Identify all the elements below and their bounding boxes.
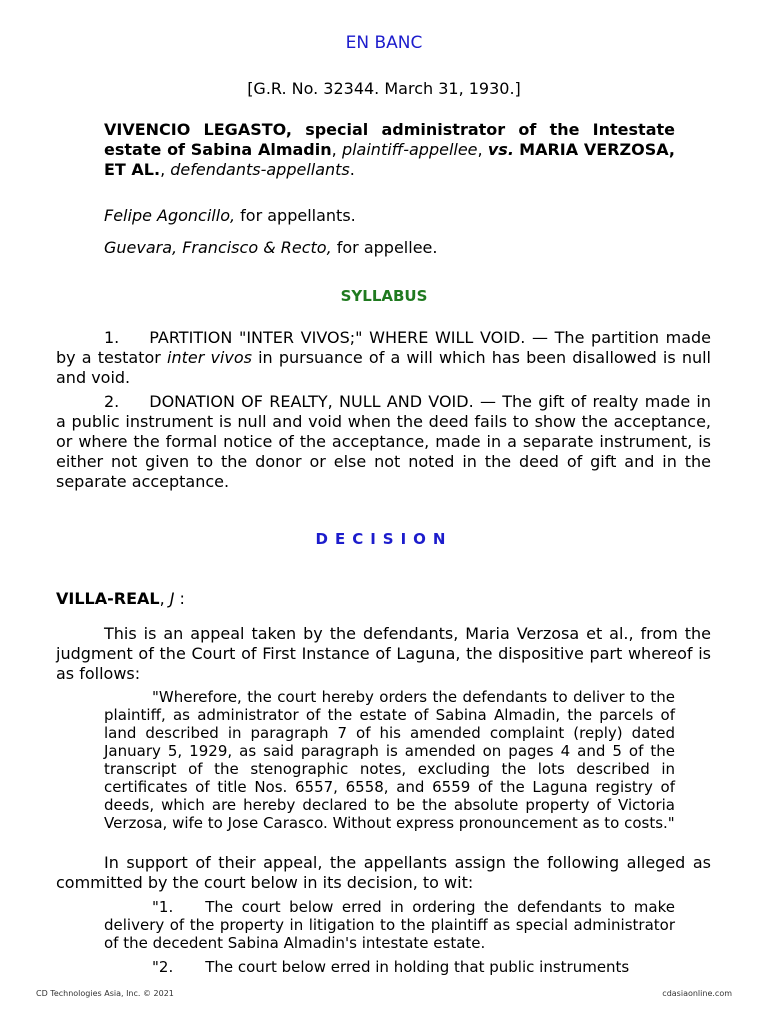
- syllabus-heading: SYLLABUS: [340, 287, 428, 305]
- error-number: "2.: [152, 958, 174, 976]
- counsel-appellee: [104, 238, 437, 257]
- syllabus-title: DONATION OF REALTY, NULL AND VOID. —: [149, 392, 496, 411]
- syllabus-italic: inter vivos: [167, 348, 252, 367]
- counsel-name: Guevara, Francisco & Recto,: [104, 238, 332, 257]
- syllabus-title: PARTITION "INTER VIVOS;" WHERE WILL VOID. —: [149, 328, 548, 347]
- syllabus-number: 2.: [104, 392, 120, 411]
- quoted-judgment: [104, 688, 675, 832]
- footer-copyright: CD Technologies Asia, Inc. © 2021: [36, 989, 174, 998]
- case-number: [G.R. No. 32344. March 31, 1930.]: [247, 79, 521, 98]
- decision-paragraph: [56, 853, 711, 893]
- syllabus-number: 1.: [104, 328, 120, 347]
- paragraph-text: In support of their appeal, the appellants assign the following alleged as committed by the court below in its decision, to wit:: [56, 853, 711, 892]
- quote-text: "Wherefore, the court hereby orders the defendants to deliver to the plaintiff, as administrator of the estate of Sabina Almadin, the parcels of land described in paragraph 7 of his amended complaint (reply) dated January 5, 1929, as said paragraph is amended on pages 4 and 5 of the transcript of the stenographic notes, excluding the lots described in certificates of title Nos. 6557, 6558, and 6559 of the Laguna registry of deeds, which are hereby declared to be the absolute property of Victoria Verzosa, wife to Jose Carasco. Without express pronouncement as to costs.": [104, 688, 675, 832]
- paragraph-text: This is an appeal taken by the defendants, Maria Verzosa et al., from the judgment of the Court of First Instance of Laguna, the dispositive part whereof is as follows:: [56, 624, 711, 683]
- syllabus-text: The partition made by a testator: [56, 328, 711, 367]
- assigned-error: [104, 958, 675, 976]
- counsel-role: for appellee.: [336, 238, 438, 257]
- syllabus-text: in pursuance of a will which has been disallowed is null and void.: [56, 348, 711, 387]
- counsel-name: Felipe Agoncillo,: [104, 206, 236, 225]
- decision-heading: DECISION: [315, 530, 453, 548]
- error-text: The court below erred in holding that public instruments: [205, 958, 630, 976]
- ponente: VILLA-REAL, J :: [56, 589, 185, 608]
- counsel-appellants: [104, 206, 356, 225]
- syllabus-text: The gift of realty made in a public instrument is null and void when the deed fails to show the acceptance, or where the formal notice of the acceptance, made in a separate instrument, is either not given to the donor or else not noted in the deed of gift and in the separate acceptance.: [56, 392, 712, 491]
- ponente-title: J: [169, 589, 175, 608]
- plaintiff-name: VIVENCIO LEGASTO, special administrator of the Intestate estate of Sabina Almadin: [104, 120, 675, 159]
- error-text: The court below erred in ordering the defendants to make delivery of the property in litigation to the plaintiff as special administrator of the decedent Sabina Almadin's intestate estate.: [104, 898, 675, 952]
- plaintiff-role: plaintiff-appellee: [341, 140, 478, 159]
- counsel-role: for appellants.: [240, 206, 356, 225]
- ponente-name: VILLA-REAL: [56, 589, 160, 608]
- defendants-role: defendants-appellants: [170, 160, 350, 179]
- court-division: EN BANC: [345, 33, 423, 53]
- syllabus-item: [56, 392, 711, 492]
- error-number: "1.: [152, 898, 174, 916]
- decision-paragraph: [56, 624, 711, 684]
- syllabus-item: [56, 328, 711, 388]
- case-parties: VIVENCIO LEGASTO, special administrator of the Intestate estate of Sabina Almadin, plaintiff-appellee, vs. MARIA VERZOSA, ET AL., defendants-appellants.: [104, 120, 675, 179]
- assigned-error: [104, 898, 675, 952]
- versus-label: vs.: [487, 140, 514, 159]
- defendants-name: MARIA VERZOSA, ET AL.: [104, 140, 675, 179]
- footer-website[interactable]: cdasiaonline.com: [662, 989, 732, 998]
